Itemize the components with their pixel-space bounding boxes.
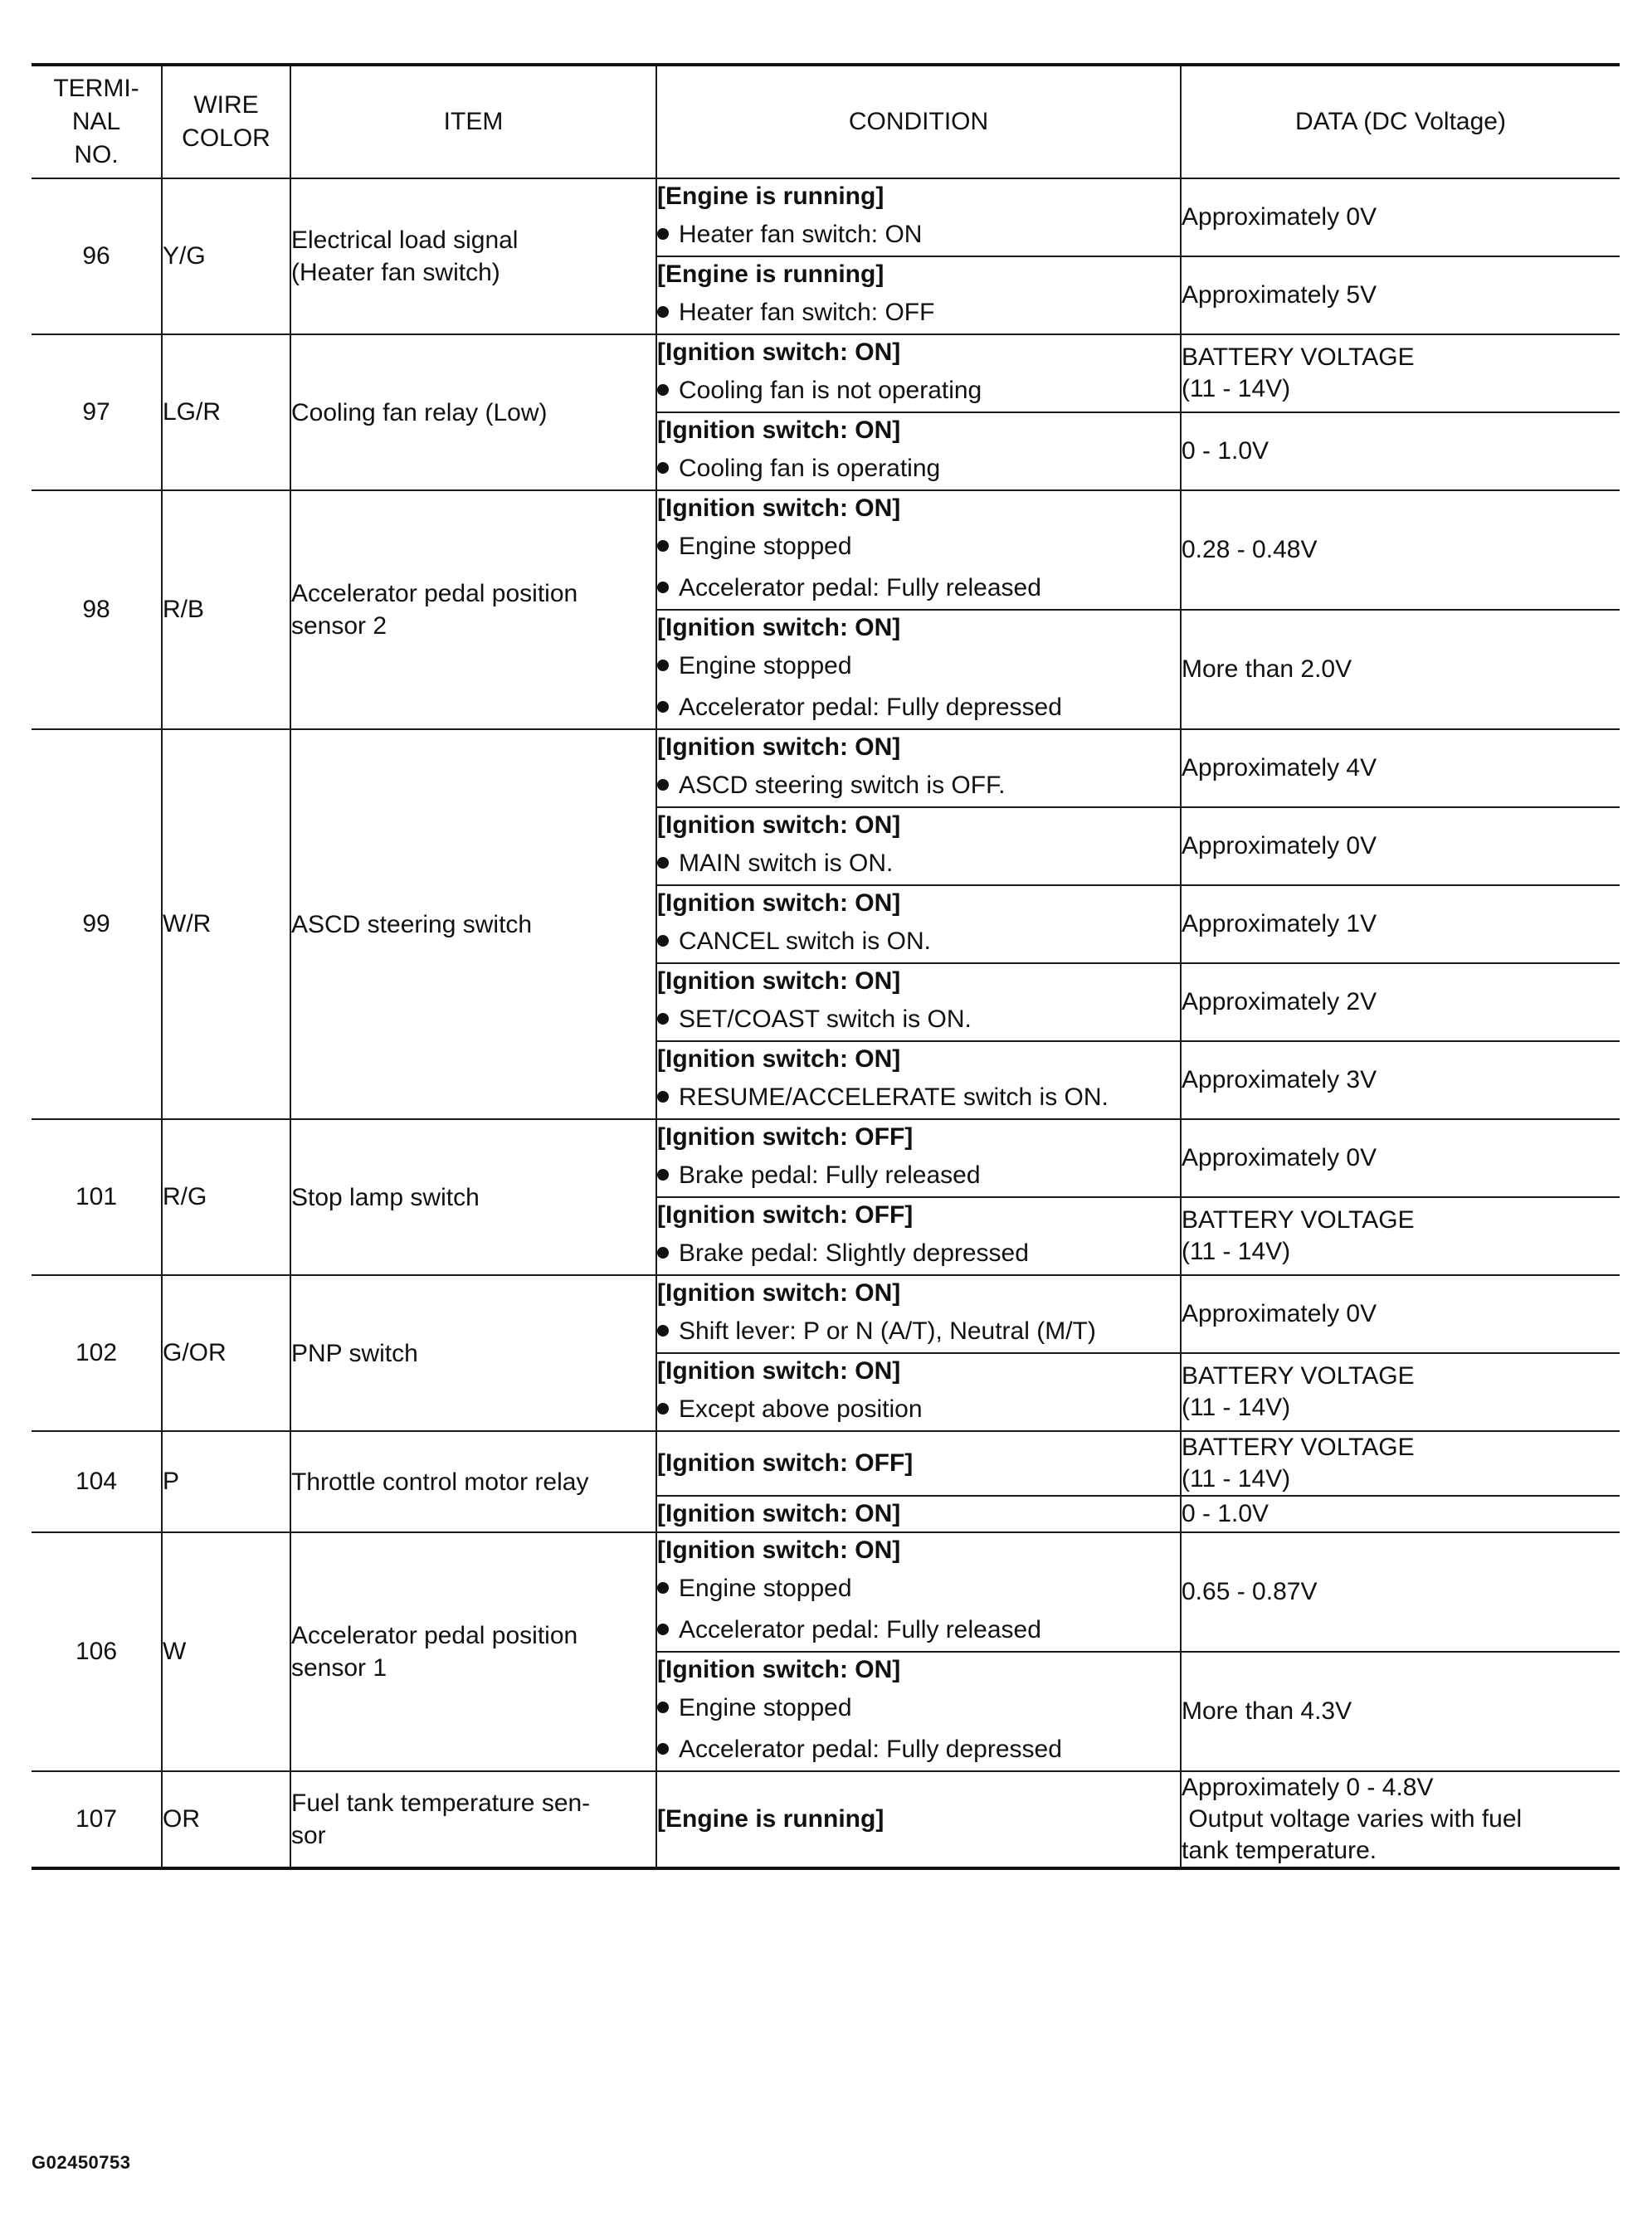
table-row <box>32 729 1620 807</box>
item-text-line: PNP switch <box>291 1339 418 1367</box>
condition-bullet-text: Shift lever: P or N (A/T), Neutral (M/T) <box>679 1317 1096 1345</box>
condition-cell <box>656 1771 1181 1868</box>
bullet-icon <box>657 462 669 474</box>
voltage-data-line: Approximately 0V <box>1182 1144 1377 1171</box>
item-cell <box>290 1771 656 1868</box>
item-cell <box>290 1532 656 1771</box>
voltage-data-line: 0 - 1.0V <box>1182 437 1269 465</box>
item-cell <box>290 729 656 1119</box>
item-cell <box>290 334 656 490</box>
item-text-line: Accelerator pedal position <box>291 1622 578 1649</box>
voltage-data-cell <box>1181 334 1620 412</box>
condition-bullet-text: Except above position <box>679 1395 923 1423</box>
wire-color: P <box>162 1431 290 1532</box>
voltage-data-cell <box>1181 885 1620 963</box>
condition-heading: [Engine is running] <box>657 183 884 210</box>
bullet-icon <box>657 228 669 240</box>
header-terminal-no <box>32 65 162 178</box>
item-text-line: sensor 1 <box>291 1654 387 1682</box>
voltage-data-line: (11 - 14V) <box>1182 1394 1291 1421</box>
condition-heading: [Engine is running] <box>657 1805 884 1833</box>
condition-bullet-text: Engine stopped <box>679 652 852 679</box>
header-terminal-line: NO. <box>74 141 119 168</box>
item-text-line: (Heater fan switch) <box>291 259 500 286</box>
item-text-line: Cooling fan relay (Low) <box>291 398 548 426</box>
voltage-data-line: Approximately 4V <box>1182 754 1377 782</box>
voltage-data-cell <box>1181 1431 1620 1496</box>
condition-bullet-text: Engine stopped <box>679 1575 852 1602</box>
bullet-icon <box>657 779 669 791</box>
item-cell <box>290 490 656 729</box>
terminal-number: 97 <box>32 334 162 490</box>
bullet-icon <box>657 540 669 552</box>
condition-cell <box>656 807 1181 885</box>
condition-cell <box>656 1275 1181 1353</box>
voltage-data-line: Approximately 0 - 4.8V <box>1182 1774 1434 1801</box>
table-header-row <box>32 65 1620 178</box>
voltage-data-cell <box>1181 807 1620 885</box>
condition-bullet-item <box>657 687 1180 728</box>
condition-bullet-text: ASCD steering switch is OFF. <box>679 772 1006 799</box>
condition-bullet-item <box>657 526 1180 567</box>
table-row <box>32 490 1620 610</box>
terminal-number: 96 <box>32 178 162 334</box>
table-row <box>32 1771 1620 1868</box>
condition-bullet-item <box>657 999 1180 1040</box>
wire-color: LG/R <box>162 334 290 490</box>
condition-bullet-item <box>657 370 1180 411</box>
voltage-data-cell <box>1181 256 1620 334</box>
voltage-data-line: Approximately 1V <box>1182 910 1377 937</box>
terminal-number: 99 <box>32 729 162 1119</box>
voltage-data-line: Approximately 3V <box>1182 1066 1377 1093</box>
voltage-data-line: BATTERY VOLTAGE <box>1182 343 1415 371</box>
condition-cell <box>656 256 1181 334</box>
voltage-data-line: (11 - 14V) <box>1182 1465 1291 1492</box>
terminal-number: 102 <box>32 1275 162 1431</box>
voltage-data-line: 0.65 - 0.87V <box>1182 1578 1318 1605</box>
terminal-number: 98 <box>32 490 162 729</box>
bullet-icon <box>657 1624 669 1635</box>
condition-bullet-text: Engine stopped <box>679 1694 852 1721</box>
item-text-line: Fuel tank temperature sen- <box>291 1789 591 1817</box>
document-code: G02450753 <box>32 2152 131 2173</box>
bullet-icon <box>657 1091 669 1103</box>
condition-bullet-item <box>657 1155 1180 1196</box>
condition-heading: [Ignition switch: ON] <box>657 811 901 839</box>
voltage-data-cell <box>1181 1771 1620 1868</box>
bullet-icon <box>657 582 669 593</box>
voltage-data-line: Approximately 2V <box>1182 988 1377 1015</box>
item-text-line: sor <box>291 1822 326 1849</box>
wire-color: OR <box>162 1771 290 1868</box>
condition-heading: [Ignition switch: ON] <box>657 733 901 761</box>
condition-bullet-item <box>657 765 1180 806</box>
condition-bullet-text: Heater fan switch: ON <box>679 221 923 248</box>
condition-heading: [Ignition switch: ON] <box>657 967 901 995</box>
condition-bullet-item <box>657 1233 1180 1274</box>
condition-cell <box>656 490 1181 610</box>
voltage-data-line: (11 - 14V) <box>1182 375 1291 402</box>
table-row <box>32 1275 1620 1353</box>
voltage-data-cell <box>1181 1197 1620 1275</box>
condition-bullet-text: Accelerator pedal: Fully depressed <box>679 694 1062 721</box>
voltage-data-cell <box>1181 1496 1620 1532</box>
condition-heading: [Engine is running] <box>657 261 884 288</box>
condition-bullet-text: Engine stopped <box>679 533 852 560</box>
condition-heading: [Ignition switch: ON] <box>657 1536 901 1564</box>
table-row <box>32 1431 1620 1496</box>
wire-color: W <box>162 1532 290 1771</box>
condition-cell <box>656 1652 1181 1771</box>
voltage-data-line: More than 2.0V <box>1182 655 1352 683</box>
condition-heading: [Ignition switch: ON] <box>657 338 901 366</box>
condition-bullet-item <box>657 214 1180 256</box>
condition-cell <box>656 1431 1181 1496</box>
voltage-data-cell <box>1181 1041 1620 1119</box>
table-body <box>32 178 1620 1868</box>
header-item: ITEM <box>290 65 656 178</box>
header-wire-line: COLOR <box>182 124 270 152</box>
wire-color: W/R <box>162 729 290 1119</box>
bullet-icon <box>657 857 669 869</box>
condition-cell <box>656 610 1181 729</box>
wire-color: R/G <box>162 1119 290 1275</box>
item-text-line: ASCD steering switch <box>291 910 533 938</box>
voltage-data-line: Approximately 0V <box>1182 832 1377 859</box>
condition-heading: [Ignition switch: ON] <box>657 614 901 641</box>
condition-cell <box>656 412 1181 490</box>
voltage-data-cell <box>1181 412 1620 490</box>
condition-bullet-text: RESUME/ACCELERATE switch is ON. <box>679 1083 1109 1111</box>
terminal-number: 101 <box>32 1119 162 1275</box>
voltage-data-line: tank temperature. <box>1182 1837 1377 1864</box>
condition-cell <box>656 885 1181 963</box>
terminal-number: 107 <box>32 1771 162 1868</box>
condition-bullet-item <box>657 1729 1180 1770</box>
voltage-data-line: More than 4.3V <box>1182 1697 1352 1725</box>
wire-color: G/OR <box>162 1275 290 1431</box>
voltage-data-cell <box>1181 178 1620 256</box>
condition-bullet-item <box>657 843 1180 884</box>
item-cell <box>290 1431 656 1532</box>
voltage-data-line: 0.28 - 0.48V <box>1182 536 1318 563</box>
header-data: DATA (DC Voltage) <box>1181 65 1620 178</box>
condition-heading: [Ignition switch: ON] <box>657 494 901 522</box>
header-wire-color <box>162 65 290 178</box>
condition-heading: [Ignition switch: OFF] <box>657 1201 914 1229</box>
condition-cell <box>656 1532 1181 1652</box>
condition-bullet-text: CANCEL switch is ON. <box>679 928 931 955</box>
condition-bullet-text: MAIN switch is ON. <box>679 850 894 877</box>
bullet-icon <box>657 306 669 318</box>
condition-bullet-text: Brake pedal: Slightly depressed <box>679 1239 1029 1267</box>
bullet-icon <box>657 1169 669 1181</box>
condition-cell <box>656 1119 1181 1197</box>
terminal-number: 104 <box>32 1431 162 1532</box>
header-terminal-line: TERMI- <box>53 75 139 102</box>
condition-bullet-text: Accelerator pedal: Fully released <box>679 1616 1041 1643</box>
bullet-icon <box>657 1325 669 1337</box>
wire-color: Y/G <box>162 178 290 334</box>
condition-bullet-item <box>657 1609 1180 1651</box>
item-text-line: Stop lamp switch <box>291 1183 480 1211</box>
item-cell <box>290 178 656 334</box>
condition-bullet-item <box>657 921 1180 962</box>
terminal-data-table <box>32 63 1620 1870</box>
condition-bullet-item <box>657 292 1180 334</box>
table-row <box>32 1119 1620 1197</box>
condition-bullet-item <box>657 567 1180 609</box>
voltage-data-cell <box>1181 1353 1620 1431</box>
condition-bullet-text: Brake pedal: Fully released <box>679 1161 981 1189</box>
condition-bullet-text: Accelerator pedal: Fully released <box>679 574 1041 601</box>
bullet-icon <box>657 1702 669 1713</box>
condition-heading: [Ignition switch: ON] <box>657 889 901 917</box>
voltage-data-cell <box>1181 1275 1620 1353</box>
condition-cell <box>656 1041 1181 1119</box>
condition-heading: [Ignition switch: ON] <box>657 1279 901 1307</box>
bullet-icon <box>657 1403 669 1415</box>
header-condition: CONDITION <box>656 65 1181 178</box>
voltage-data-cell <box>1181 1119 1620 1197</box>
voltage-data-line: Approximately 0V <box>1182 203 1377 231</box>
voltage-data-line: Output voltage varies with fuel <box>1182 1805 1523 1833</box>
voltage-data-line: 0 - 1.0V <box>1182 1500 1269 1527</box>
bullet-icon <box>657 1743 669 1755</box>
condition-bullet-item <box>657 1389 1180 1430</box>
voltage-data-cell <box>1181 490 1620 610</box>
bullet-icon <box>657 660 669 671</box>
condition-cell <box>656 1353 1181 1431</box>
voltage-data-cell <box>1181 1652 1620 1771</box>
voltage-data-line: Approximately 0V <box>1182 1300 1377 1327</box>
table-row <box>32 1532 1620 1652</box>
voltage-data-line: BATTERY VOLTAGE <box>1182 1206 1415 1234</box>
terminal-number: 106 <box>32 1532 162 1771</box>
item-text-line: Electrical load signal <box>291 226 519 254</box>
bullet-icon <box>657 935 669 947</box>
condition-bullet-item <box>657 645 1180 687</box>
voltage-data-cell <box>1181 1532 1620 1652</box>
voltage-data-line: BATTERY VOLTAGE <box>1182 1362 1415 1390</box>
condition-heading: [Ignition switch: ON] <box>657 1500 901 1527</box>
table-row <box>32 334 1620 412</box>
condition-bullet-text: Accelerator pedal: Fully depressed <box>679 1736 1062 1763</box>
condition-bullet-item <box>657 1077 1180 1118</box>
condition-bullet-text: Heater fan switch: OFF <box>679 299 935 326</box>
bullet-icon <box>657 1013 669 1025</box>
condition-bullet-item <box>657 1311 1180 1352</box>
condition-cell <box>656 963 1181 1041</box>
condition-cell <box>656 1496 1181 1532</box>
voltage-data-cell <box>1181 729 1620 807</box>
voltage-data-cell <box>1181 963 1620 1041</box>
condition-bullet-item <box>657 448 1180 489</box>
voltage-data-line: Approximately 5V <box>1182 281 1377 309</box>
wire-color: R/B <box>162 490 290 729</box>
condition-bullet-text: SET/COAST switch is ON. <box>679 1006 972 1033</box>
table-row <box>32 178 1620 256</box>
item-cell <box>290 1275 656 1431</box>
bullet-icon <box>657 384 669 396</box>
bullet-icon <box>657 1582 669 1594</box>
condition-cell <box>656 1197 1181 1275</box>
condition-heading: [Ignition switch: ON] <box>657 416 901 444</box>
bullet-icon <box>657 1247 669 1259</box>
voltage-data-line: BATTERY VOLTAGE <box>1182 1434 1415 1461</box>
condition-heading: [Ignition switch: OFF] <box>657 1449 914 1477</box>
condition-cell <box>656 729 1181 807</box>
bullet-icon <box>657 701 669 713</box>
item-text-line: Accelerator pedal position <box>291 580 578 607</box>
condition-bullet-text: Cooling fan is operating <box>679 455 941 482</box>
condition-heading: [Ignition switch: ON] <box>657 1656 901 1683</box>
item-text-line: sensor 2 <box>291 612 387 640</box>
condition-bullet-item <box>657 1568 1180 1609</box>
condition-cell <box>656 334 1181 412</box>
header-terminal-line: NAL <box>71 108 121 135</box>
item-cell <box>290 1119 656 1275</box>
condition-heading: [Ignition switch: ON] <box>657 1045 901 1073</box>
header-wire-line: WIRE <box>193 91 259 119</box>
voltage-data-line: (11 - 14V) <box>1182 1238 1291 1265</box>
item-text-line: Throttle control motor relay <box>291 1468 589 1496</box>
condition-heading: [Ignition switch: ON] <box>657 1357 901 1385</box>
condition-cell <box>656 178 1181 256</box>
condition-bullet-item <box>657 1687 1180 1729</box>
condition-bullet-text: Cooling fan is not operating <box>679 377 982 404</box>
voltage-data-cell <box>1181 610 1620 729</box>
condition-heading: [Ignition switch: OFF] <box>657 1123 914 1151</box>
